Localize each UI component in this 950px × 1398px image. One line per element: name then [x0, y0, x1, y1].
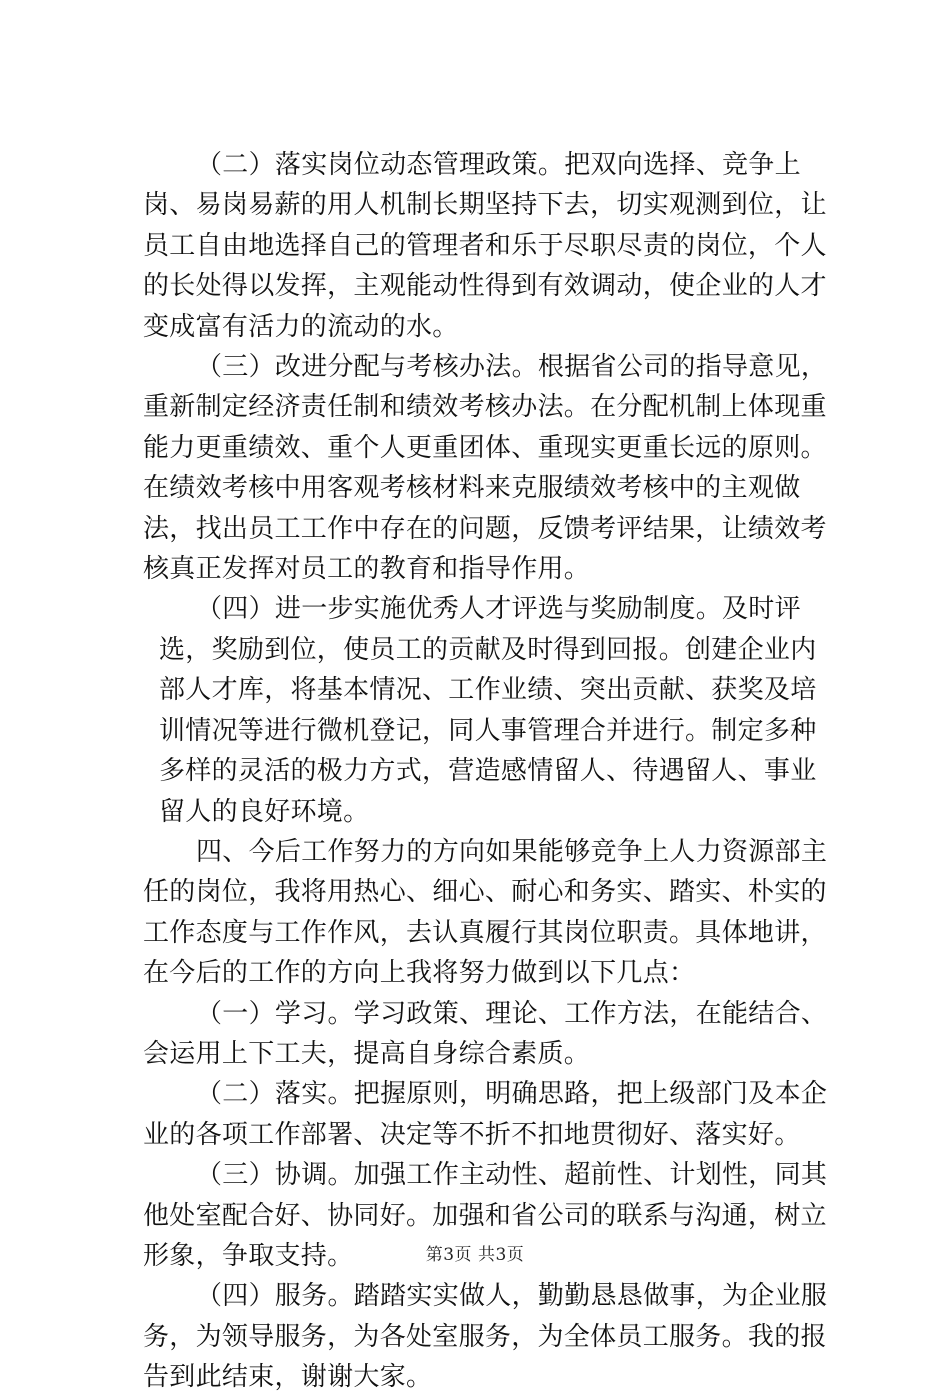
- paragraph-learning: （一）学习。学习政策、理论、工作方法，在能结合、会运用上下工夫，提高自身综合素质。: [143, 998, 828, 1069]
- paragraph-post-management: （二）落实岗位动态管理政策。把双向选择、竞争上岗、易岗易薪的用人机制长期坚持下去，切实观测到位，让员工自由地选择自己的管理者和乐于尽职尽责的岗位，个人的长处得以发挥，主观能动性得到有效调动，使企业的人才变成富有活力的流动的水。: [143, 150, 827, 342]
- paragraph-service: （四）服务。踏踏实实做人，勤勤恳恳做事，为企业服务，为领导服务，为各处室服务，为全体员工服务。我的报告到此结束，谢谢大家。: [143, 1281, 828, 1393]
- paragraph-coordination: （三）协调。加强工作主动性、超前性、计划性，同其他处室配合好、协同好。加强和省公司的联系与沟通，树立形象，争取支持。: [143, 1160, 828, 1271]
- paragraph-distribution-assessment: （三）改进分配与考核办法。根据省公司的指导意见，重新制定经济责任制和绩效考核办法。在分配机制上体现重能力更重绩效、重个人更重团体、重现实更重长远的原则。在绩效考核中用客观考核材料来克服绩效考核中的主观做法，找出员工工作中存在的问题，反馈考评结果，让绩效考核真正发挥对员工的教育和指导作用。: [143, 352, 828, 585]
- document-body: [143, 145, 831, 1398]
- paragraph-implementation: （二）落实。把握原则，明确思路，把上级部门及本企业的各项工作部署、决定等不折不扣地贯彻好、落实好。: [143, 1079, 828, 1150]
- paragraph-talent-selection-body: 选，奖励到位，使员工的贡献及时得到回报。创建企业内部人才库，将基本情况、工作业绩、突出贡献、获奖及培训情况等进行微机登记，同人事管理合并进行。制定多种多样的灵活的极力方式，营造感情留人、待遇留人、事业留人的良好环境。: [159, 634, 817, 827]
- paragraph-future-direction: 四、今后工作努力的方向如果能够竞争上人力资源部主任的岗位，我将用热心、细心、耐心和务实、踏实、朴实的工作态度与工作作风，去认真履行其岗位职责。具体地讲，在今后的工作的方向上我将努力做到以下几点：: [143, 836, 828, 989]
- page-number-footer: 第3页 共3页: [425, 1245, 525, 1265]
- paragraph-talent-selection-heading: （四）进一步实施优秀人才评选与奖励制度。及时评: [196, 594, 801, 625]
